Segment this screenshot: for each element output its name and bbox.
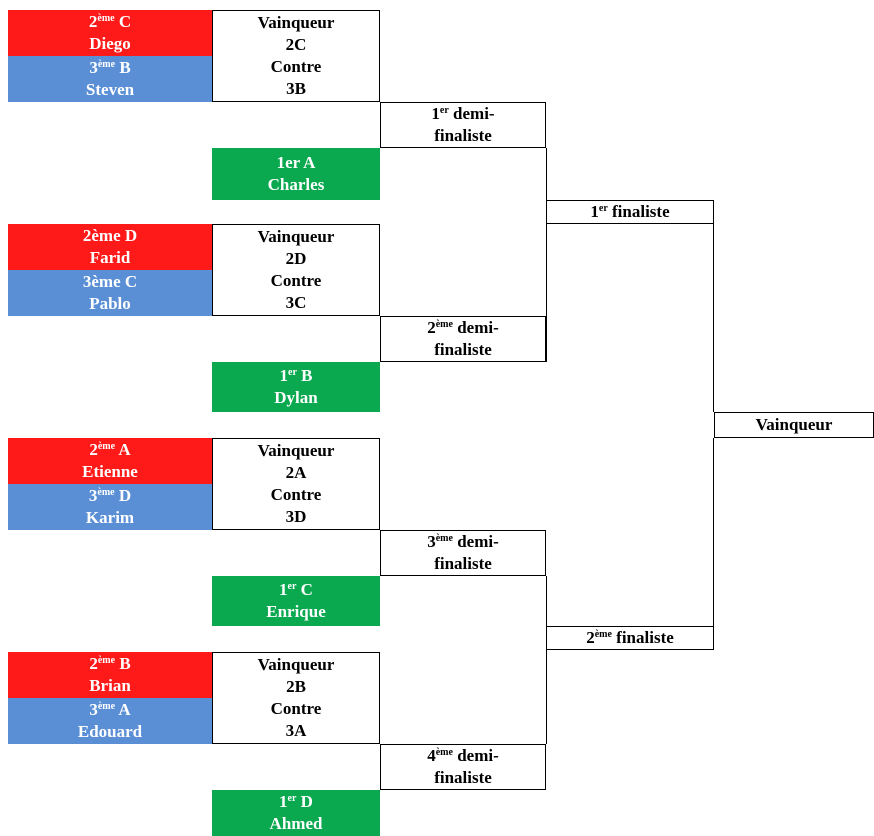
group2-second-place: 2ème D Farid bbox=[8, 224, 212, 270]
group4-second-place: 2ème B Brian bbox=[8, 652, 212, 698]
finalist-1-box: 1er finaliste bbox=[546, 200, 714, 224]
group3-match-box: Vainqueur 2A Contre 3D bbox=[212, 438, 380, 530]
group4-match-box: Vainqueur 2B Contre 3A bbox=[212, 652, 380, 744]
semi-finalist-1-box: 1er demi- finaliste bbox=[380, 102, 546, 148]
semi-finalist-3-box: 3ème demi- finaliste bbox=[380, 530, 546, 576]
group3-first-place: 1er C Enrique bbox=[212, 576, 380, 626]
connector-semi3-to-final2 bbox=[546, 576, 547, 626]
connector-semi1-to-final1 bbox=[546, 148, 547, 200]
group4-third-place: 3ème A Edouard bbox=[8, 698, 212, 744]
semi-finalist-2-box: 2ème demi- finaliste bbox=[380, 316, 546, 362]
group1-first-place: 1er A Charles bbox=[212, 148, 380, 200]
group4-first-place: 1er D Ahmed bbox=[212, 790, 380, 836]
group2-third-place: 3ème C Pablo bbox=[8, 270, 212, 316]
connector-final2-to-winner bbox=[713, 438, 714, 626]
group2-first-place: 1er B Dylan bbox=[212, 362, 380, 412]
connector-semi2-to-final1 bbox=[546, 224, 547, 362]
group3-third-place: 3ème D Karim bbox=[8, 484, 212, 530]
group1-second-place: 2ème C Diego bbox=[8, 10, 212, 56]
group3-second-place: 2ème A Etienne bbox=[8, 438, 212, 484]
group1-match-box: Vainqueur 2C Contre 3B bbox=[212, 10, 380, 102]
connector-semi4-to-final2 bbox=[546, 650, 547, 744]
semi-finalist-4-box: 4ème demi- finaliste bbox=[380, 744, 546, 790]
finalist-2-box: 2ème finaliste bbox=[546, 626, 714, 650]
group2-match-box: Vainqueur 2D Contre 3C bbox=[212, 224, 380, 316]
connector-final1-to-winner bbox=[713, 224, 714, 412]
group1-third-place: 3ème B Steven bbox=[8, 56, 212, 102]
winner-box: Vainqueur bbox=[714, 412, 874, 438]
